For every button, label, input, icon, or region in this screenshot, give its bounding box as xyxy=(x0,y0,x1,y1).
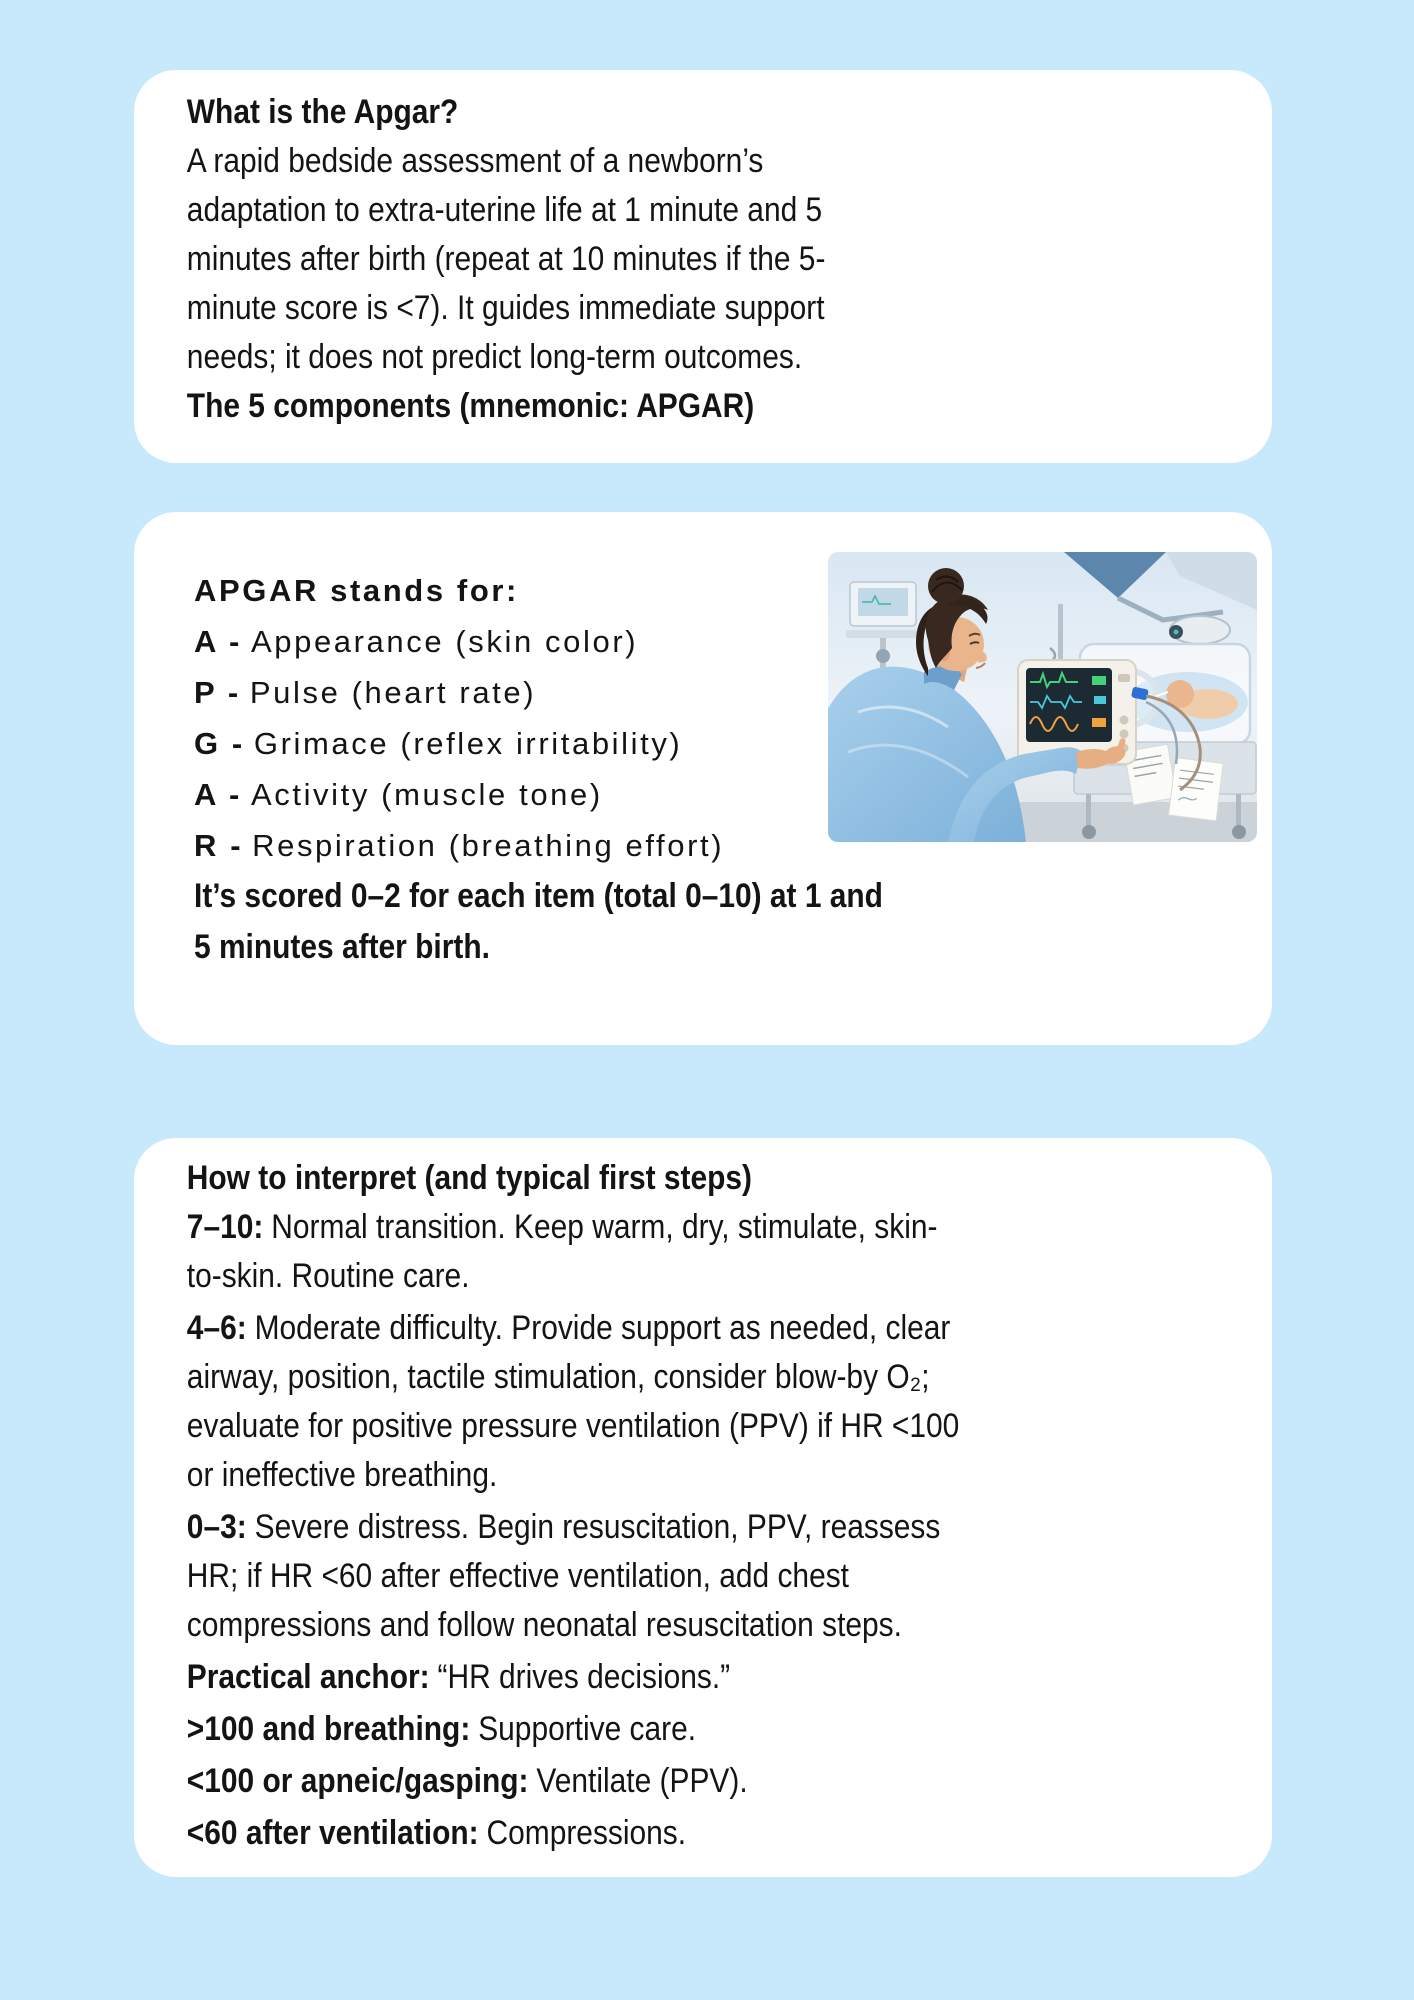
card-how-to-interpret xyxy=(134,1138,1272,1877)
interpretation-label: 0–3: xyxy=(186,1508,247,1546)
apgar-item-text: Activity (muscle tone) xyxy=(250,777,603,812)
interpretation-text: Supportive care. xyxy=(478,1710,697,1748)
interpretation-text: Compressions. xyxy=(486,1814,687,1852)
interpretation-label: 4–6: xyxy=(186,1309,247,1347)
monitor-pole xyxy=(1058,604,1063,666)
interpretation-label: >100 and breathing: xyxy=(186,1710,471,1748)
interpretation-text: Moderate difficulty. Provide support as needed, clear airway, position, tactile stimulation, consider blow-by O₂; evaluate for positive pressure ventilation (PPV) if HR <100 or ineffective breathing. xyxy=(186,1309,960,1494)
interpretation-text: Ventilate (PPV). xyxy=(536,1762,748,1800)
interpretation-entry xyxy=(187,1503,961,1650)
interpretation-entry xyxy=(187,1757,961,1806)
card3-content xyxy=(134,1138,961,1858)
card1-footer: The 5 components (mnemonic: APGAR) xyxy=(186,387,755,425)
interpretation-entry xyxy=(187,1705,961,1754)
card2-heading: APGAR stands for: xyxy=(194,573,519,608)
card-apgar-stands-for xyxy=(134,512,1272,1045)
apgar-item-letter: P - xyxy=(194,675,241,710)
apgar-item-letter: A - xyxy=(194,777,242,812)
card2-footer: It’s scored 0–2 for each item (total 0–10) at 1 and 5 minutes after birth. xyxy=(194,877,883,966)
interpretation-text: “HR drives decisions.” xyxy=(437,1658,731,1696)
apgar-item-letter: R - xyxy=(194,828,244,863)
interpretation-entry xyxy=(187,1203,961,1301)
card3-heading: How to interpret (and typical first steps) xyxy=(186,1159,753,1197)
interpretation-list xyxy=(187,1203,961,1858)
apgar-item-letter: G - xyxy=(194,726,245,761)
interpretation-entry xyxy=(187,1653,961,1702)
interpretation-text: Severe distress. Begin resuscitation, PPV, reassess HR; if HR <60 after effective ventilation, add chest compressions and follow neonatal resuscitation steps. xyxy=(186,1508,941,1644)
apgar-item-text: Pulse (heart rate) xyxy=(249,675,537,710)
interpretation-entry xyxy=(187,1304,961,1500)
interpretation-label: <100 or apneic/gasping: xyxy=(186,1762,529,1800)
apgar-item-text: Grimace (reflex irritability) xyxy=(253,726,683,761)
card-what-is-apgar xyxy=(134,70,1272,463)
card1-body: A rapid bedside assessment of a newborn’s adaptation to extra-uterine life at 1 minute and 5 minutes after birth (repeat at 10 minutes if the 5-minute score is <7). It guides immediate support needs; it does not predict long-term outcomes. xyxy=(186,142,826,376)
interpretation-label: 7–10: xyxy=(186,1208,264,1246)
taped-drawing xyxy=(1169,758,1224,821)
apgar-item-letter: A - xyxy=(194,624,242,659)
interpretation-label: Practical anchor: xyxy=(186,1658,430,1696)
interpretation-label: <60 after ventilation: xyxy=(186,1814,479,1852)
interpretation-text: Normal transition. Keep warm, dry, stimulate, skin-to-skin. Routine care. xyxy=(186,1208,938,1295)
apgar-item-text: Appearance (skin color) xyxy=(250,624,639,659)
card1-heading: What is the Apgar? xyxy=(186,93,459,131)
interpretation-entry xyxy=(187,1809,961,1858)
nicu-photo xyxy=(828,552,1257,842)
apgar-item-text: Respiration (breathing effort) xyxy=(252,828,725,863)
card1-content xyxy=(134,70,900,431)
